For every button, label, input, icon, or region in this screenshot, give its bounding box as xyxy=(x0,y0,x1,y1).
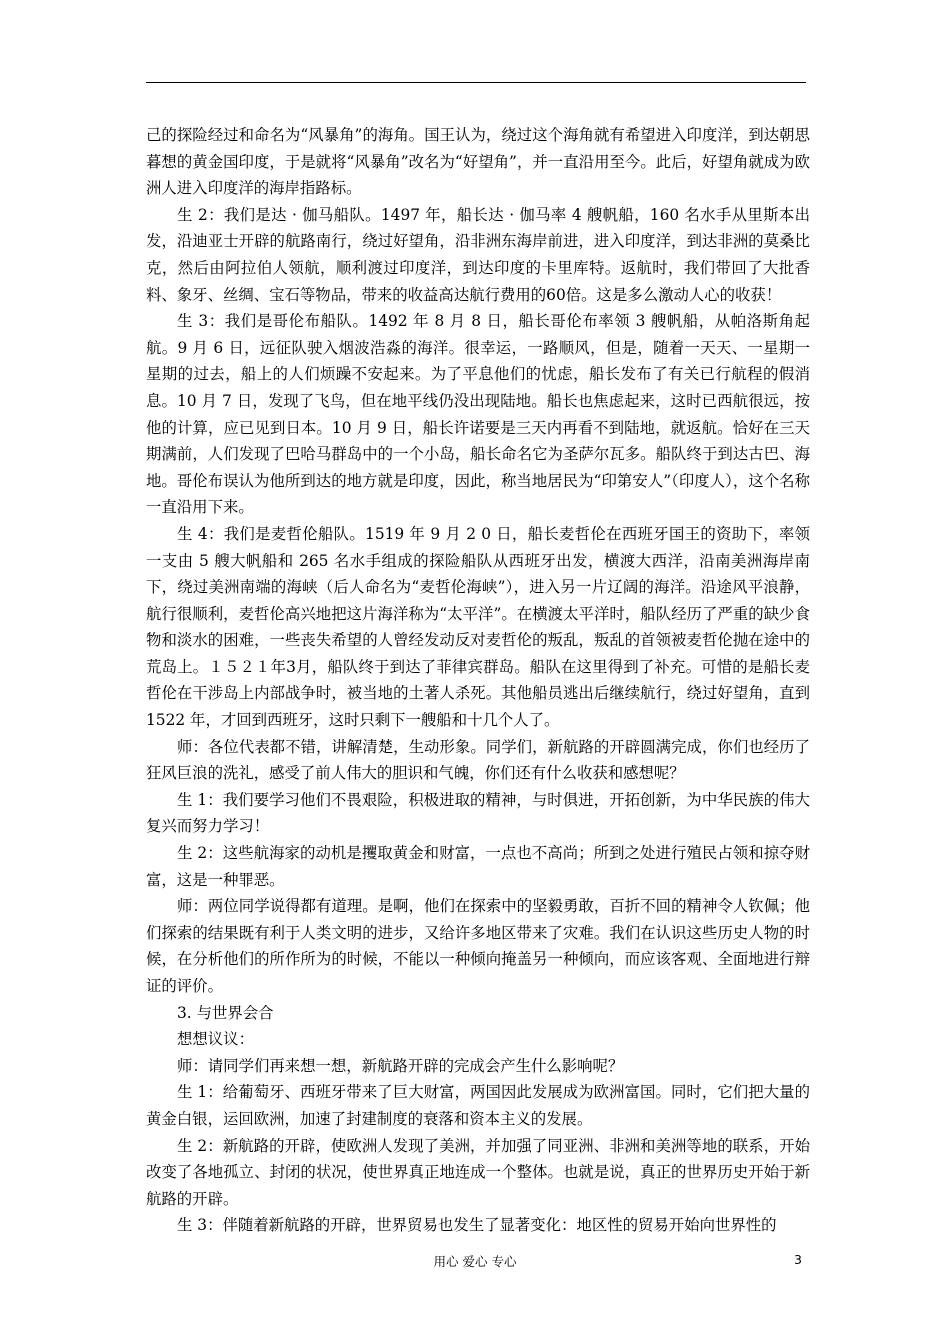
paragraph: 生 4：我们是麦哲伦船队。1519 年 9 月 2 0 日，船长麦哲伦在西班牙国王的资助下，率领一支由 5 艘大帆船和 265 名水手组成的探险船队从西班牙出发，横渡大西洋，沿南美洲海岸南下，绕过美洲南端的海峡（后人命名为“麦哲伦海峡”），进入另一片辽阔的海洋。沿途风平浪静，航行很顺利，麦哲伦高兴地把这片海洋称为“太平洋”。在横渡太平洋时，船队经历了严重的缺少食物和淡水的困难，一些丧失希望的人曾经发动反对麦哲伦的叛乱，叛乱的首领被麦哲伦抛在途中的荒岛上。１５２１年3月，船队终于到达了菲律宾群岛。船队在这里得到了补充。可惜的是船长麦哲伦在干涉岛上内部战争时，被当地的土著人杀死。其他船员逃出后继续航行，绕过好望角，直到 1522 年，才回到西班牙，这时只剩下一艘船和十几个人了。 xyxy=(146,524,810,730)
paragraph: 己的探险经过和命名为“风暴角”的海角。国王认为，绕过这个海角就有希望进入印度洋，到达朝思暮想的黄金国印度，于是就将“风暴角”改名为“好望角”，并一直沿用至今。此后，好望角就成为欧洲人进入印度洋的海岸指路标。 xyxy=(146,126,810,198)
paragraph: 师：各位代表都不错，讲解清楚，生动形象。同学们，新航路的开辟圆满完成，你们也经历了狂风巨浪的洗礼，感受了前人伟大的胆识和气魄，你们还有什么收获和感想呢？ xyxy=(146,737,810,783)
paragraph: 生 2：这些航海家的动机是攫取黄金和财富，一点也不高尚；所到之处进行殖民占领和掠夺财富，这是一种罪恶。 xyxy=(146,844,810,889)
paragraph: 生 2：我们是达 · 伽马船队。1497 年，船长达 · 伽马率 4 艘帆船，160 名水手从里斯本出发，沿迪亚士开辟的航路南行，绕过好望角，沿非洲东海岸前进，进入印度洋，到达非洲的莫桑比克，然后由阿拉伯人领航，顺利渡过印度洋，到达印度的卡里库特。返航时，我们带回了大批香料、象牙、丝绸、宝石等物品，带来的收益高达航行费用的60倍。这是多么激动人心的收获！ xyxy=(146,205,810,304)
paragraph: 师：两位同学说得都有道理。是啊，他们在探索中的坚毅勇敢，百折不回的精神令人钦佩；他们探索的结果既有利于人类文明的进步，又给许多地区带来了灾难。我们在认识这些历史人物的时候，在分析他们的所作所为的时候，不能以一种倾向掩盖另一种倾向，而应该客观、全面地进行辩证的评价。 xyxy=(146,897,810,995)
paragraph: 生 1：我们要学习他们不畏艰险，积极进取的精神，与时俱进，开拓创新，为中华民族的伟大复兴而努力学习！ xyxy=(146,790,810,836)
paragraph: 生 3：我们是哥伦布船队。1492 年 8 月 8 日，船长哥伦布率领 3 艘帆船，从帕洛斯角起航。9 月 6 日，远征队驶入烟波浩淼的海洋。很幸运，一路顺风，但是，随着一天天、一星期一星期的过去，船上的人们烦躁不安起来。为了平息他们的忧虑，船长发布了有关已行航程的假消息。10 月 7 日，发现了飞鸟，但在地平线仍没出现陆地。船长也焦虑起来，这时已西航很远，按他的计算，应已见到日本。10 月 9 日，船长许诺要是三天内再看不到陆地，就返航。恰好在三天期满前，人们发现了巴哈马群岛中的一个小岛，船长命名它为圣萨尔瓦多。船队终于到达古巴、海地。哥伦布误认为他所到达的地方就是印度，因此，称当地居民为“印第安人”（印度人），这个名称一直沿用下来。 xyxy=(146,312,810,517)
footer-slogan: 用心 爱心 专心 xyxy=(433,1254,517,1269)
paragraph: 生 3：伴随着新航路的开辟，世界贸易也发生了显著变化：地区性的贸易开始向世界性的 xyxy=(177,1216,777,1235)
section-heading: 3. 与世界会合 xyxy=(177,1003,274,1022)
paragraph: 生 1：给葡萄牙、西班牙带来了巨大财富，两国因此发展成为欧洲富国。同时，它们把大量的黄金白银，运回欧洲，加速了封建制度的衰落和资本主义的发展。 xyxy=(146,1083,810,1128)
page-number: 3 xyxy=(794,1252,802,1267)
header-rule xyxy=(146,82,806,83)
paragraph: 生 2：新航路的开辟，使欧洲人发现了美洲，并加强了同亚洲、非洲和美洲等地的联系，开始改变了各地孤立、封闭的状况，使世界真正地连成一个整体。也就是说，真正的世界历史开始于新航路的开辟。 xyxy=(146,1136,810,1208)
paragraph: 想想议议： xyxy=(177,1030,254,1049)
paragraph: 师：请同学们再来想一想，新航路开辟的完成会产生什么影响呢？ xyxy=(177,1056,624,1075)
body-text xyxy=(146,122,810,1239)
